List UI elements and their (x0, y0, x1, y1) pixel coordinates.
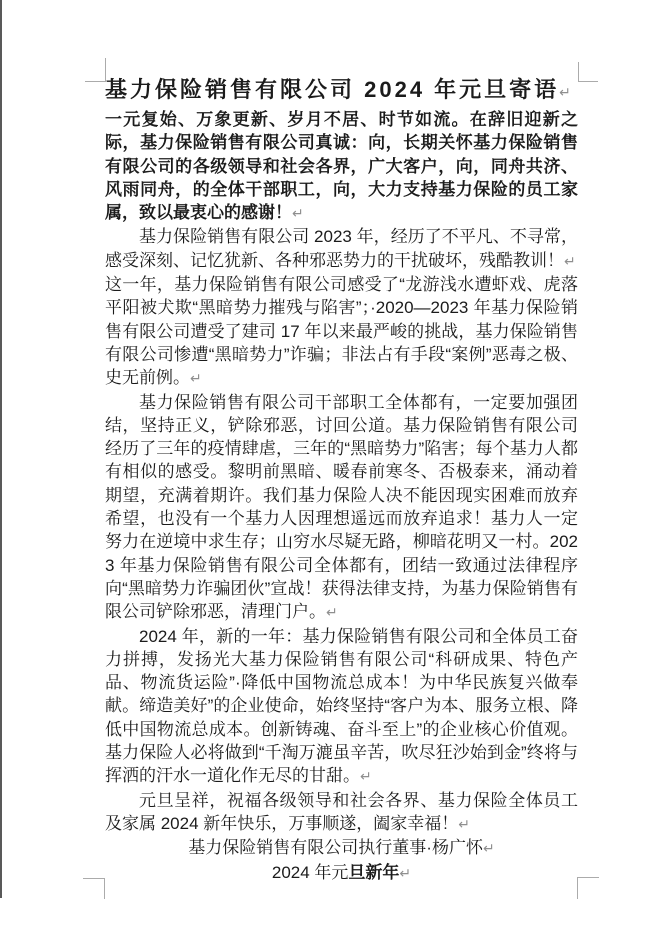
paragraph-2023-review[interactable] (105, 225, 578, 273)
paragraph-greeting[interactable] (105, 108, 578, 225)
document-title[interactable] (105, 74, 578, 108)
page-left-edge (0, 0, 2, 898)
paragraph-mark-icon: ↵ (458, 815, 470, 832)
signature-text: 基力保险销售有限公司执行董事·杨广怀 (188, 838, 483, 858)
text-boundary-mark-top-left (85, 58, 106, 82)
text-boundary-mark-bottom-right (577, 877, 599, 899)
paragraph-mark-icon: ↵ (360, 768, 372, 785)
paragraph-staff-unity[interactable] (105, 391, 578, 625)
document-title-text: 基力保险销售有限公司 2024 年元旦寄语 (105, 77, 560, 102)
paragraph-text: 基力保险销售有限公司干部职工全体都有，一定要加强团结，坚持正义，铲除邪恶，讨回公道。基力保险销售有限公司经历了三年的疫情肆虐，三年的“黑暗势力”陷害；每个基力人都有相似的感受。黎明前黑暗、暖春前寒冬、否极泰来，涌动着期望，充满着期许。我们基力保险人决不能因现实困难而放弃希望，也没有一个基力人因理想遥远而放弃追求！基力人一定努力在逆境中求生存；山穷水尽疑无路，柳暗花明又一村。2023 年基力保险销售有限公司全体都有，团结一致通过法律程序向“黑暗势力诈骗团伙”宣战！获得法律支持，为基力保险销售有限公司铲除邪恶，清理门户。 (105, 392, 578, 622)
paragraph-new-year-wishes[interactable] (105, 789, 578, 837)
paragraph-text: 2024 年，新的一年：基力保险销售有限公司和全体员工奋力拼搏，发扬光大基力保险销售有限公司“科研成果、特色产品、物流货运险”·降低中国物流总成本！为中华民族复兴做奉献。缔造美好”的企业使命，始终坚持“客户为本、服务立根、降低中国物流总成本。创新铸魂、奋斗至上”的企业核心价值观。基力保险人必将做到“千淘万漉虽辛苦，吹尽狂沙始到金”终将与挥洒的汗水一道化作无尽的甘甜。 (105, 626, 578, 786)
paragraph-text: 元旦呈祥，祝福各级领导和社会各界、基力保险全体员工及家属 2024 新年快乐，万事顺遂，阖家幸福！ (105, 790, 578, 833)
signature-line[interactable] (105, 836, 578, 860)
paragraph-text: 基力保险销售有限公司 2023 年，经历了不平凡、不寻常，感受深刻、记忆犹新、各种邪恶势力的干扰破坏，残酷教训！ (105, 227, 578, 270)
date-line-normal: 2024 年元 (271, 862, 349, 882)
paragraph-mark-icon: ↵ (564, 252, 576, 269)
paragraph-mark-icon: ↵ (326, 604, 338, 621)
date-line[interactable] (105, 861, 578, 885)
paragraph-mark-icon: ↵ (190, 370, 202, 387)
text-boundary-mark-bottom-left (83, 878, 105, 899)
document-text-area[interactable] (105, 74, 578, 885)
paragraph-this-year[interactable] (105, 273, 578, 390)
paragraph-mark-icon: ↵ (559, 84, 571, 100)
paragraph-mark-icon: ↵ (399, 864, 412, 881)
paragraph-text: 一元复始、万象更新、岁月不居、时节如流。在辞旧迎新之际，基力保险销售有限公司真诚：向，长期关怀基力保险销售有限公司的各级领导和社会各界，广大客户，向，同舟共济、风雨同舟，的全体干部职工，向，大力支持基力保险的员工家属，致以最衷心的感谢！ (105, 110, 578, 223)
paragraph-text: 这一年，基力保险销售有限公司感受了“龙游浅水遭虾戏、虎落平阳被犬欺“黑暗势力摧残与陷害”；·2020—2023 年基力保险销售有限公司遭受了建司 17 年以来最严峻的挑战，基力保险销售有限公司惨遭“黑暗势力”诈骗；非法占有手段“案例”恶毒之极、史无前例。 (105, 275, 578, 388)
text-boundary-mark-top-right (578, 62, 598, 82)
paragraph-mark-icon: ↵ (292, 205, 304, 222)
paragraph-mark-icon: ↵ (482, 840, 495, 857)
date-line-bold: 旦新年 (348, 862, 400, 882)
paragraph-2024-outlook[interactable] (105, 625, 578, 789)
